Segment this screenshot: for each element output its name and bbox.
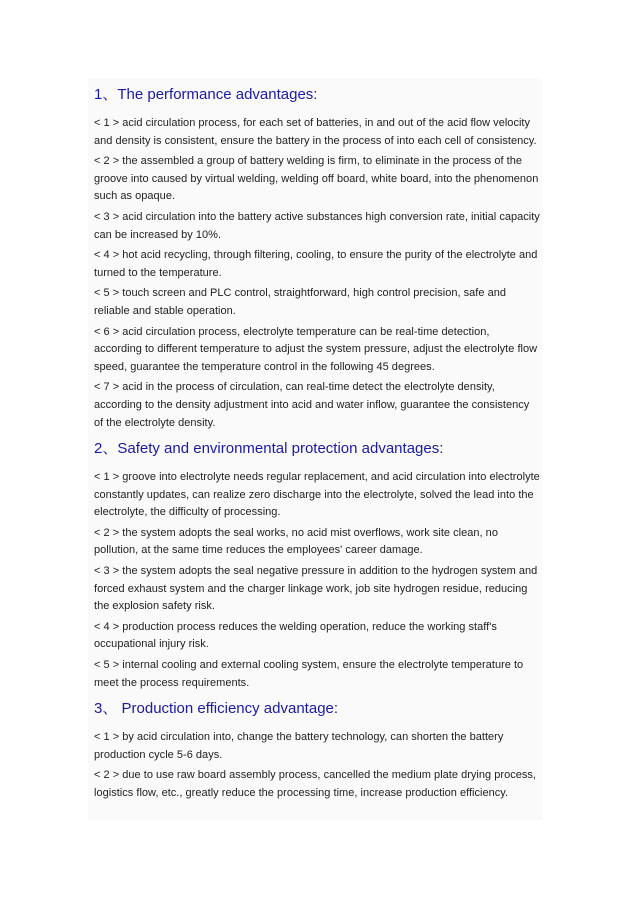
document-page <box>88 78 542 820</box>
efficiency-item-1: < 1 > by acid circulation into, change the battery technology, can shorten the battery production cycle 5-6 days. <box>94 731 504 761</box>
section-heading-efficiency: 3、 Production efficiency advantage: <box>94 700 339 718</box>
performance-item-6: < 6 > acid circulation process, electrolyte temperature can be real-time detection, according to different temperature to adjust the system pressure, adjust the electrolyte flow speed, guarantee the temperature control in the following 45 degrees. <box>94 325 538 373</box>
section-heading-safety: 2、Safety and environmental protection advantages: <box>94 440 444 458</box>
safety-item-1: < 1 > groove into electrolyte needs regular replacement, and acid circulation into electrolyte constantly updates, can realize zero discharge into the electrolyte, solved the lead into the electrolyte, the difficulty of processing. <box>94 471 540 519</box>
performance-item-7: < 7 > acid in the process of circulation, can real-time detect the electrolyte density, according to the density adjustment into acid and water inflow, guarantee the consistency of the electrolyte density. <box>94 381 530 429</box>
performance-item-1: < 1 > acid circulation process, for each set of batteries, in and out of the acid flow velocity and density is consistent, ensure the battery in the process of into each cell of consistency. <box>94 117 537 147</box>
safety-item-5: < 5 > internal cooling and external cooling system, ensure the electrolyte temperature to meet the process requirements. <box>94 659 524 689</box>
performance-item-5: < 5 > touch screen and PLC control, straightforward, high control precision, safe and reliable and stable operation. <box>94 287 506 317</box>
safety-item-2: < 2 > the system adopts the seal works, no acid mist overflows, work site clean, no pollution, at the same time reduces the employees' career damage. <box>94 526 498 557</box>
performance-item-2: < 2 > the assembled a group of battery welding is firm, to eliminate in the process of the groove into caused by virtual welding, welding off board, white board, into the phenomenon such as opaque. <box>94 155 539 203</box>
efficiency-item-2: < 2 > due to use raw board assembly process, cancelled the medium plate drying process, logistics flow, etc., greatly reduce the processing time, increase production efficiency. <box>94 769 536 799</box>
section-heading-performance: 1、The performance advantages: <box>94 86 318 103</box>
safety-item-4: < 4 > production process reduces the welding operation, reduce the working staff's occupational injury risk. <box>94 620 497 651</box>
performance-item-3: < 3 > acid circulation into the battery active substances high conversion rate, initial capacity can be increased by 10%. <box>94 210 540 241</box>
safety-item-3: < 3 > the system adopts the seal negative pressure in addition to the hydrogen system and forced exhaust system and the charger linkage work, job site hydrogen residue, reducing the explosion safety risk. <box>94 565 538 613</box>
performance-item-4: < 4 > hot acid recycling, through filtering, cooling, to ensure the purity of the electrolyte and turned to the temperature. <box>94 249 538 279</box>
